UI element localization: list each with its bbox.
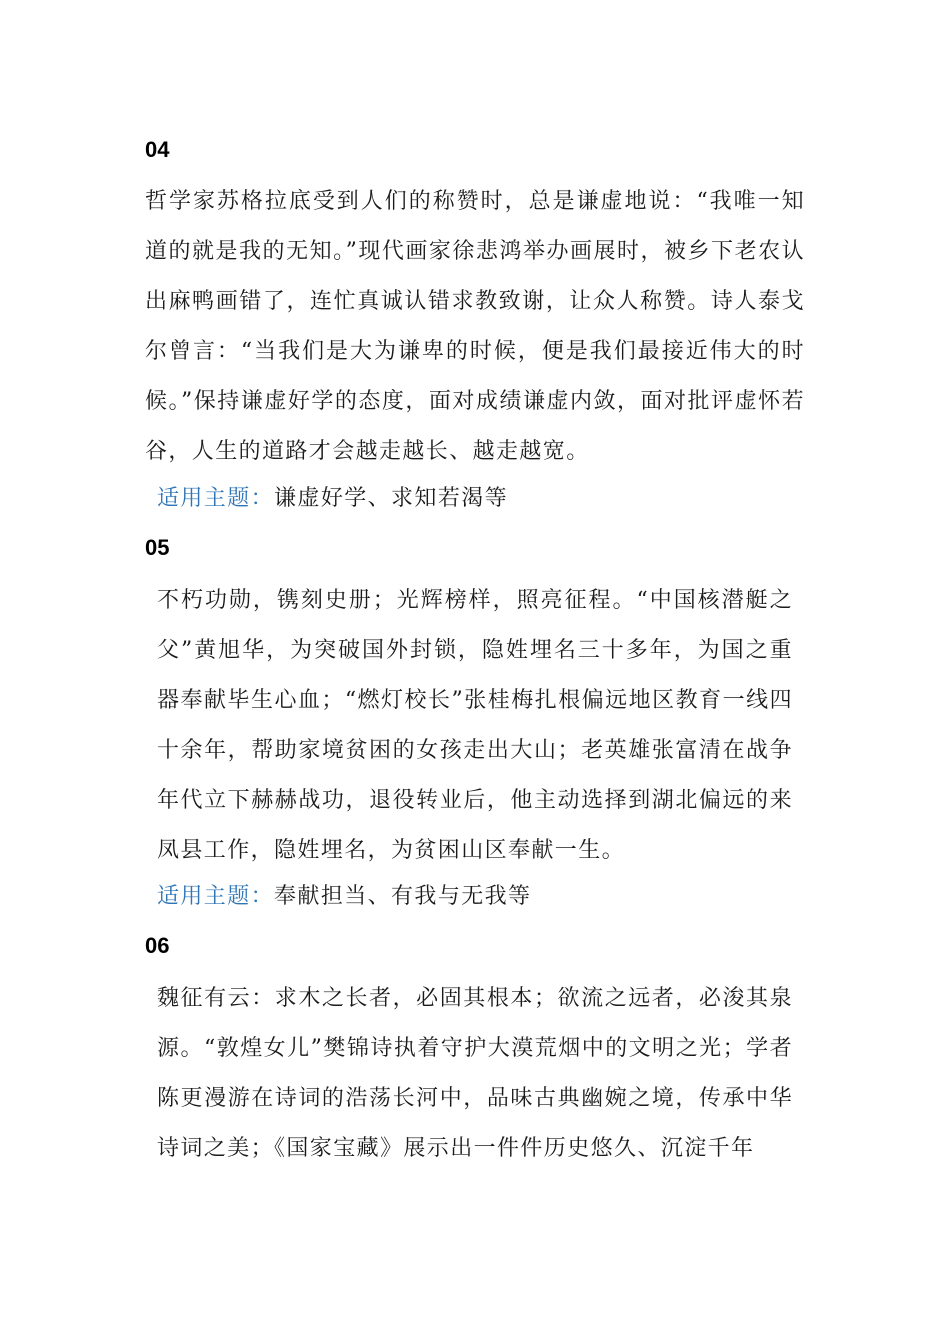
section-04-text: 哲学家苏格拉底受到人们的称赞时，总是谦虚地说：“我唯一知道的就是我的无知。”现代画家徐悲鸿举办画展时，被乡下老农认出麻鸭画错了，连忙真诚认错求教致谢，让众人称赞。诗人泰戈尔曾言：“当我们是大为谦卑的时候，便是我们最接近伟大的时候。”保持谦虚好学的态度，面对成绩谦虚内敛，面对批评虚怀若谷，人生的道路才会越走越长、越走越宽。 [145,189,805,464]
section-05-number: 05 [145,535,170,560]
section-04-topic [157,484,508,514]
section-06-text: 魏征有云：求木之长者，必固其根本；欲流之远者，必浚其泉源。“敦煌女儿”樊锦诗执着守护大漠荒烟中的文明之光；学者陈更漫游在诗词的浩荡长河中，品味古典幽婉之境，传承中华诗词之美；《国家宝藏》展示出一件件历史悠久、沉淀千年 [157,986,793,1161]
section-05-topic-value: 奉献担当、有我与无我等 [274,884,532,909]
section-06-number: 06 [145,933,170,958]
section-05-text: 不朽功勋，镌刻史册；光辉榜样，照亮征程。“中国核潜艇之父”黄旭华，为突破国外封锁，隐姓埋名三十多年，为国之重器奉献毕生心血；“燃灯校长”张桂梅扎根偏远地区教育一线四十余年，帮助家境贫困的女孩走出大山；老英雄张富清在战争年代立下赫赫战功，退役转业后，他主动选择到湖北偏远的来凤县工作，隐姓埋名，为贫困山区奉献一生。 [157,588,793,863]
section-04-topic-value: 谦虚好学、求知若渴等 [274,486,509,511]
section-04-number: 04 [145,137,170,162]
section-04-topic-label: 适用主题： [157,486,275,511]
section-05-topic-label: 适用主题： [157,884,275,909]
section-05-topic [157,882,531,912]
